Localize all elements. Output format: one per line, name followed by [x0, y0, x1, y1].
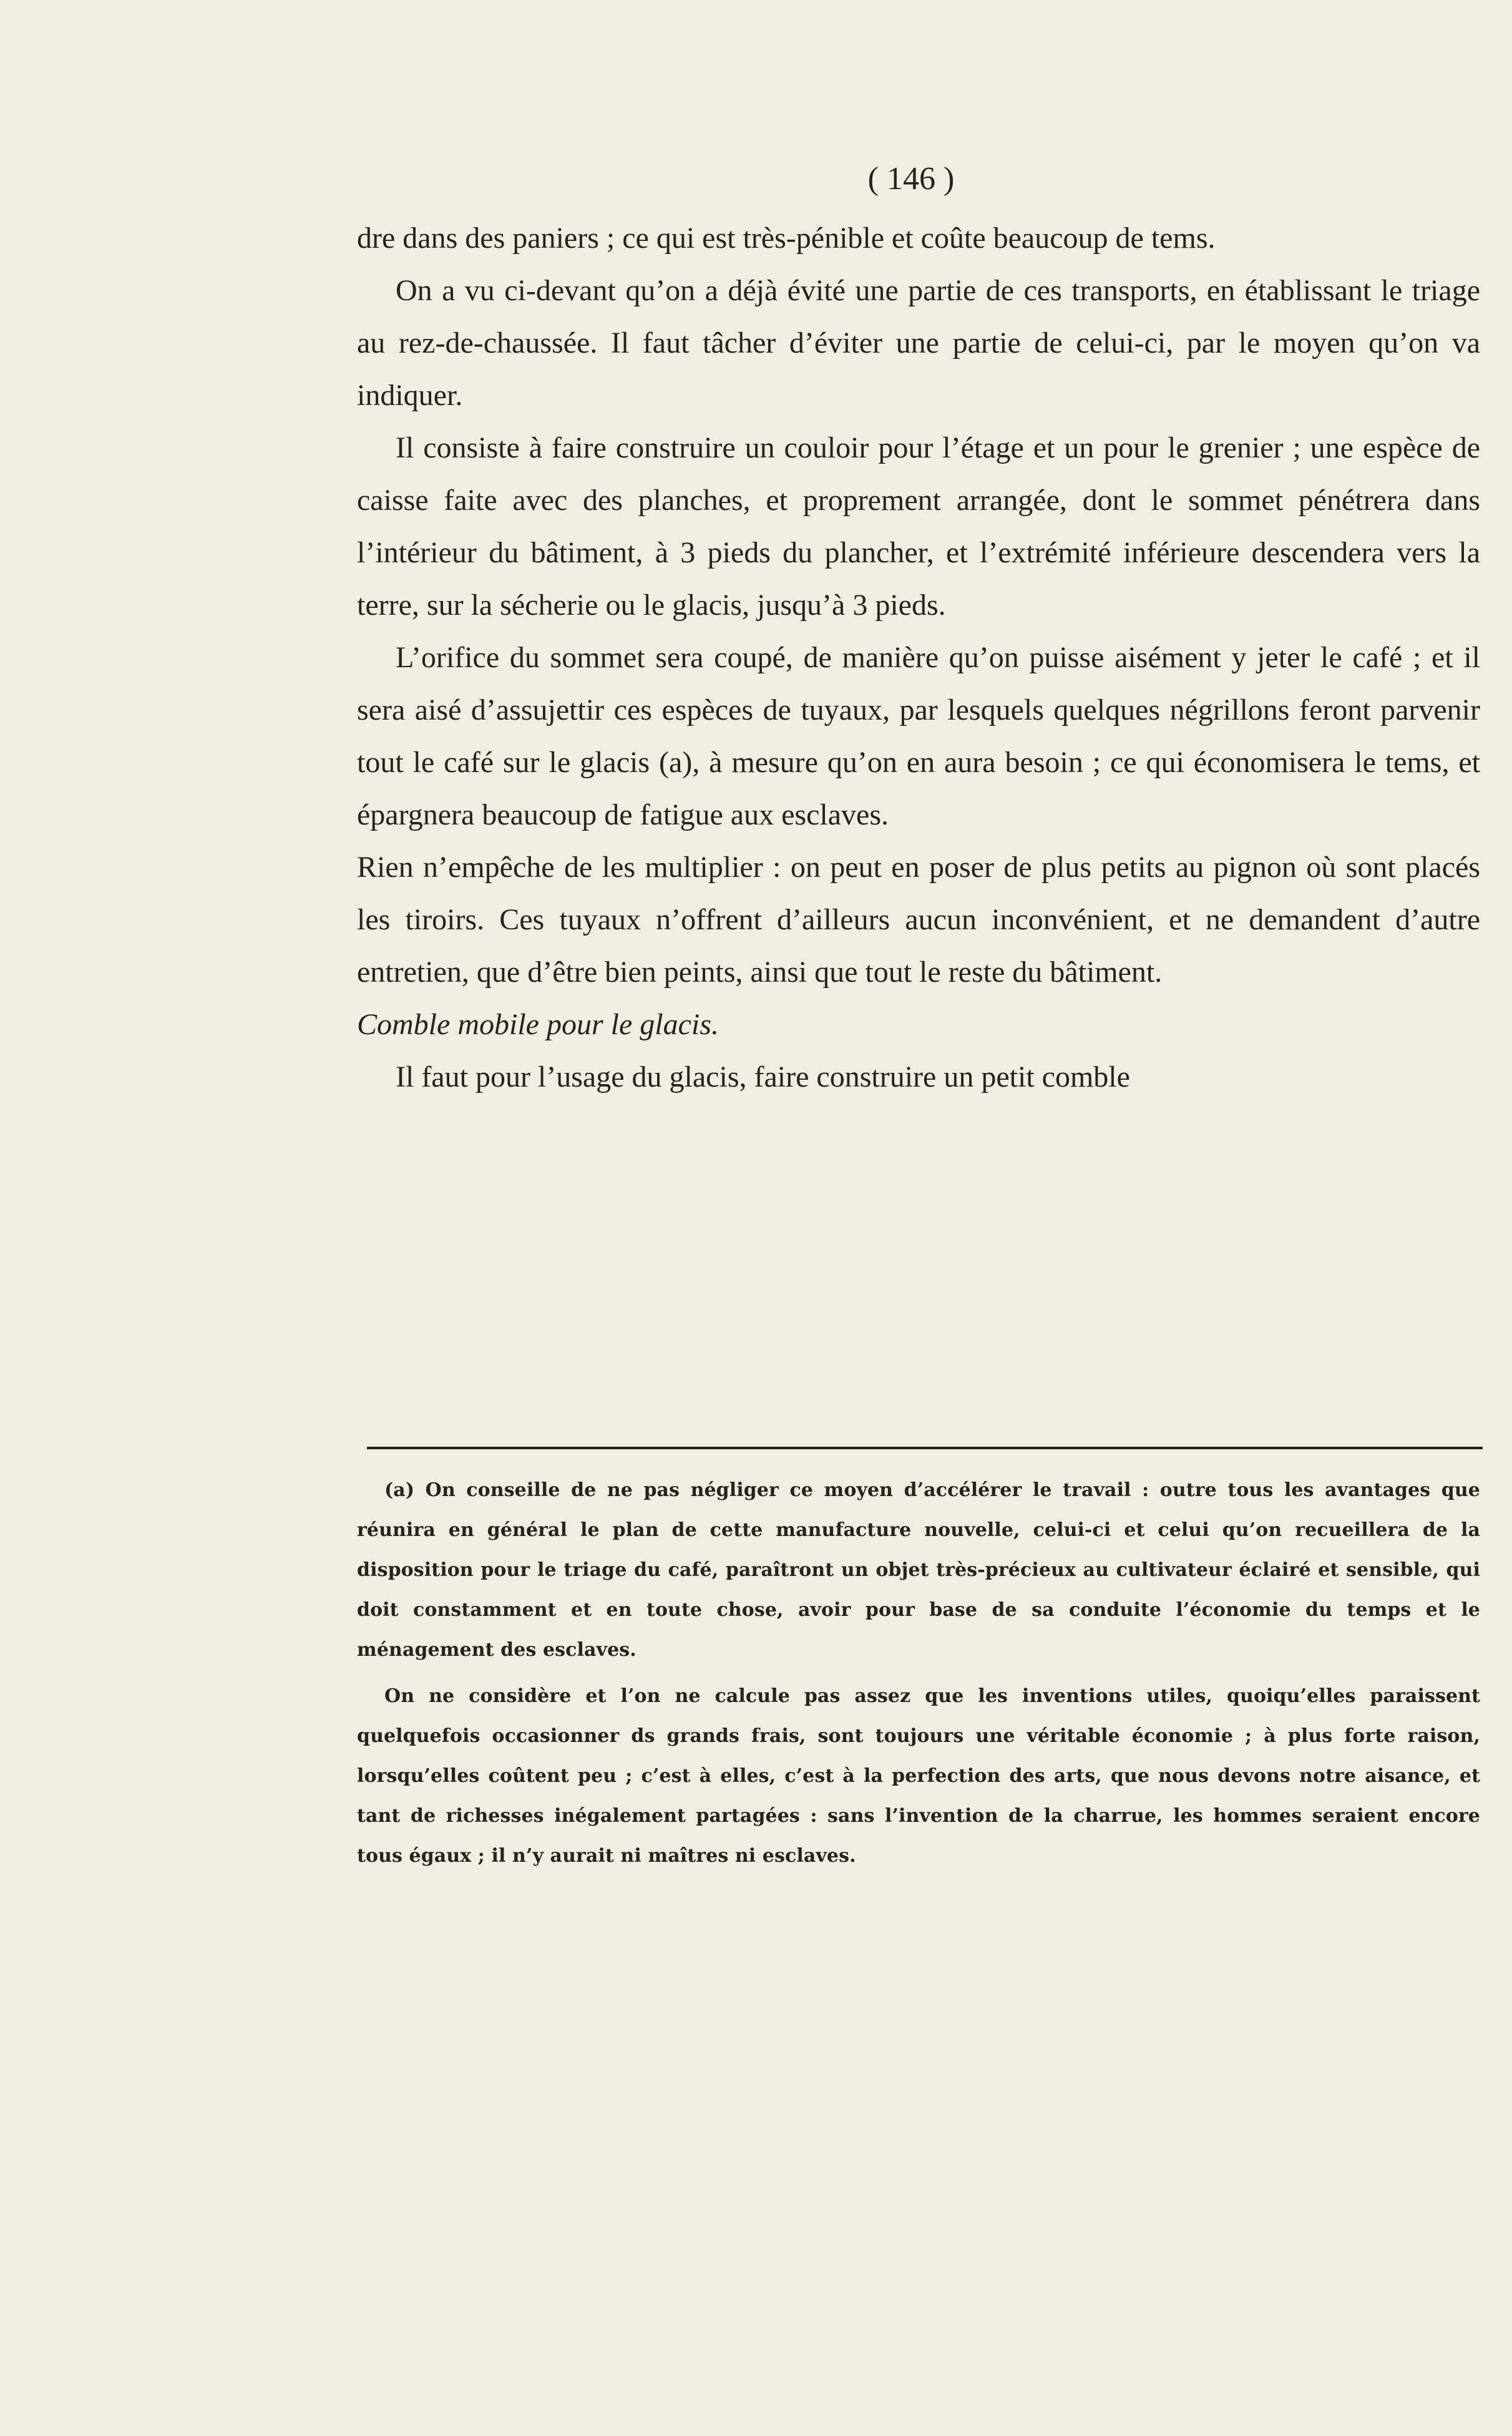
paragraph-couloir: Il consiste à faire construire un couloir pour l’étage et un pour le grenier ; une espèce de caisse faite avec des planches, et proprement arrangée, dont le sommet pénétrera dans l’intérieur du bâtiment, à 3 pieds du plancher, et l’extrémité inférieure descendera vers la terre, sur la sécherie ou le glacis, jusqu’à 3 pieds. — [357, 431, 1480, 622]
paragraph-comble: Il faut pour l’usage du glacis, faire construire un petit comble — [396, 1060, 1130, 1093]
footnote-continuation: On ne considère et l’on ne calcule pas assez que les inventions utiles, quoiqu’elles paraissent quelquefois occasionner ds grands frais, sont toujours une véritable économie ; à plus forte raison, lorsqu’elles coûtent peu ; c’est à elles, c’est à la perfection des arts, que nous devons notre aisance, et tant de richesses inégalement partagées : sans l’invention de la charrue, les hommes seraient encore tous égaux ; il n’y aurait ni maîtres ni esclaves. — [357, 1685, 1480, 1867]
paragraph-orifice: L’orifice du sommet sera coupé, de manière qu’on puisse aisément y jeter le café ; et il sera aisé d’assujettir ces espèces de tuyaux, par lesquels quelques négrillons feront parvenir tout le café sur le glacis (a), à mesure qu’on en aura besoin ; ce qui économisera le tems, et épargnera beaucoup de fatigue aux esclaves. — [357, 641, 1480, 831]
footnotes — [357, 1470, 1480, 1882]
footnote-a: (a) On conseille de ne pas négliger ce moyen d’accélérer le travail : outre tous les avantages que réunira en général le plan de cette manufacture nouvelle, celui-ci et celui qu’on recueillera de la disposition pour le triage du café, paraîtront un objet très-précieux au cultivateur éclairé et sensible, qui doit constamment et en toute chose, avoir pour base de sa conduite l’économie du temps et le ménagement des esclaves. — [357, 1479, 1480, 1661]
paragraph-continuation: dre dans des paniers ; ce qui est très-pénible et coûte beaucoup de tems. — [357, 222, 1216, 255]
paragraph-transports: On a vu ci-devant qu’on a déjà évité une partie de ces transports, en établissant le triage au rez-de-chaussée. Il faut tâcher d’éviter une partie de celui-ci, par le moyen qu’on va indiquer. — [357, 274, 1480, 412]
paragraph-tuyaux: Rien n’empêche de les multiplier : on peut en poser de plus petits au pignon où sont placés les tiroirs. Ces tuyaux n’offrent d’ailleurs aucun inconvénient, et ne demandent d’autre entretien, que d’être bien peints, ainsi que tout le reste du bâtiment. — [357, 851, 1480, 989]
page-number: ( 146 ) — [867, 161, 955, 197]
main-text — [357, 212, 1480, 1103]
footnote-divider — [367, 1447, 1483, 1449]
section-heading: Comble mobile pour le glacis. — [357, 1008, 719, 1041]
